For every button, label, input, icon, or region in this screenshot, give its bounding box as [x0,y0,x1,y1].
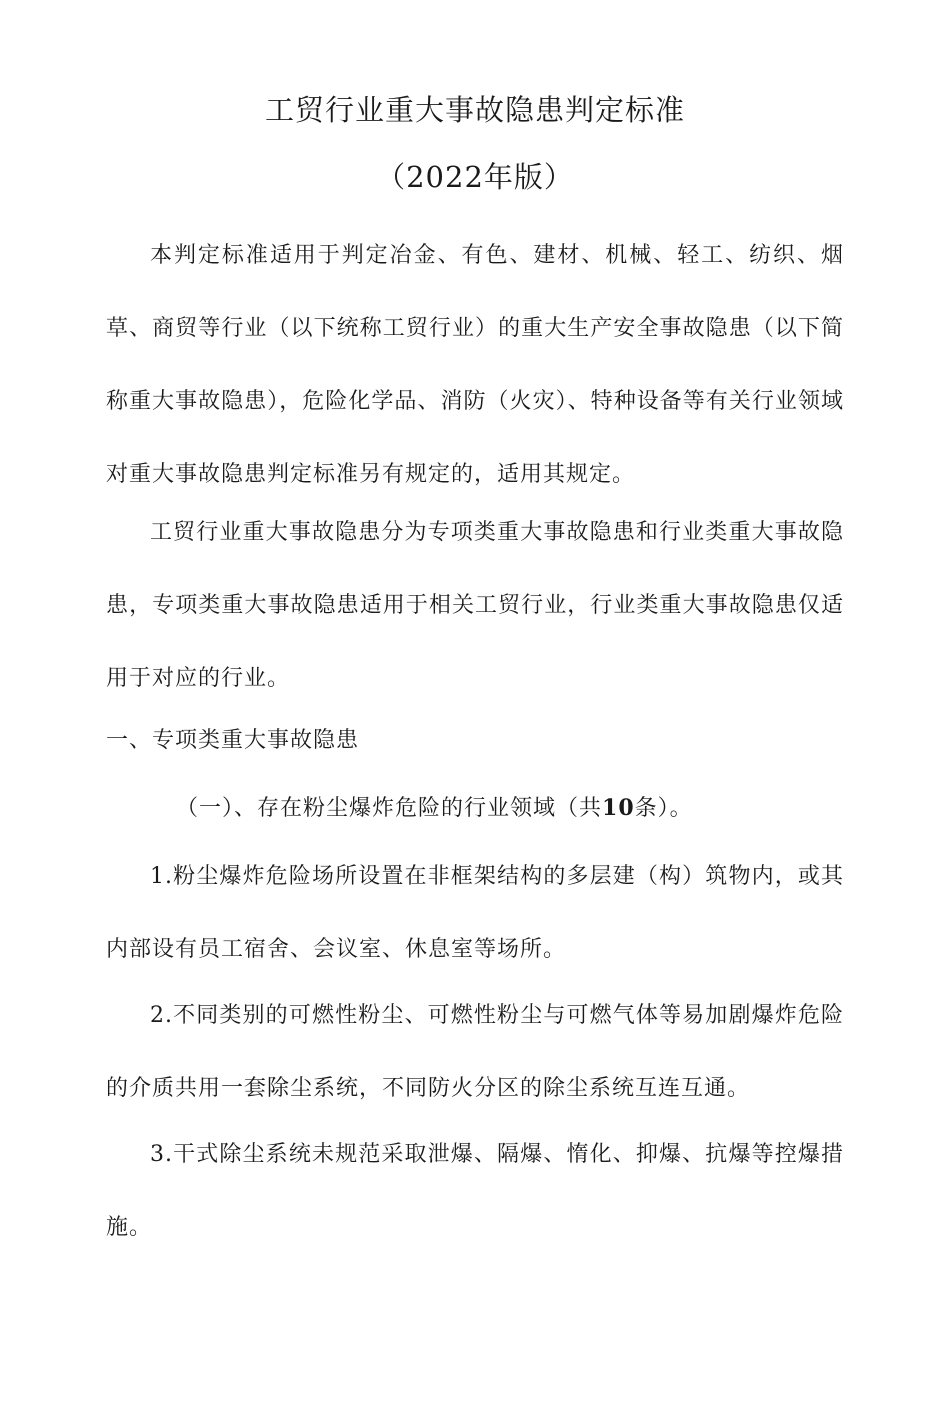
list-item-text: 3.干式除尘系统未规范采取泄爆、隔爆、惰化、抑爆、抗爆等控爆措施。 [106,1142,844,1240]
subsection-count: 10 [602,795,635,821]
subsection-prefix: （一）、存在粉尘爆炸危险的行业领域（共 [176,796,603,821]
intro-paragraph-2 [106,496,844,715]
section-heading: 一、专项类重大事故隐患 [106,728,360,753]
paragraph-text: 本判定标准适用于判定冶金、有色、建材、机械、轻工、纺织、烟草、商贸等行业（以下统称工贸行业）的重大生产安全事故隐患（以下简称重大事故隐患），危险化学品、消防（火灾）、特种设备等有关行业领域对重大事故隐患判定标准另有规定的，适用其规定。 [106,243,844,487]
list-item-3 [106,1118,844,1264]
list-item-text: 1.粉尘爆炸危险场所设置在非框架结构的多层建（构）筑物内，或其内部设有员工宿舍、会议室、休息室等场所。 [106,864,844,962]
document-subtitle: （2022年版） [376,160,574,194]
subsection-heading [176,772,693,845]
subsection-suffix: 条）。 [634,796,693,821]
list-item-2 [106,979,844,1125]
document-title: 工贸行业重大事故隐患判定标准 [264,93,685,127]
intro-paragraph-1 [106,219,844,511]
list-item-text: 2.不同类别的可燃性粉尘、可燃性粉尘与可燃气体等易加剧爆炸危险的介质共用一套除尘系统，不同防火分区的除尘系统互连互通。 [106,1003,844,1101]
list-item-1 [106,840,844,986]
paragraph-text: 工贸行业重大事故隐患分为专项类重大事故隐患和行业类重大事故隐患，专项类重大事故隐患适用于相关工贸行业，行业类重大事故隐患仅适用于对应的行业。 [106,520,844,691]
